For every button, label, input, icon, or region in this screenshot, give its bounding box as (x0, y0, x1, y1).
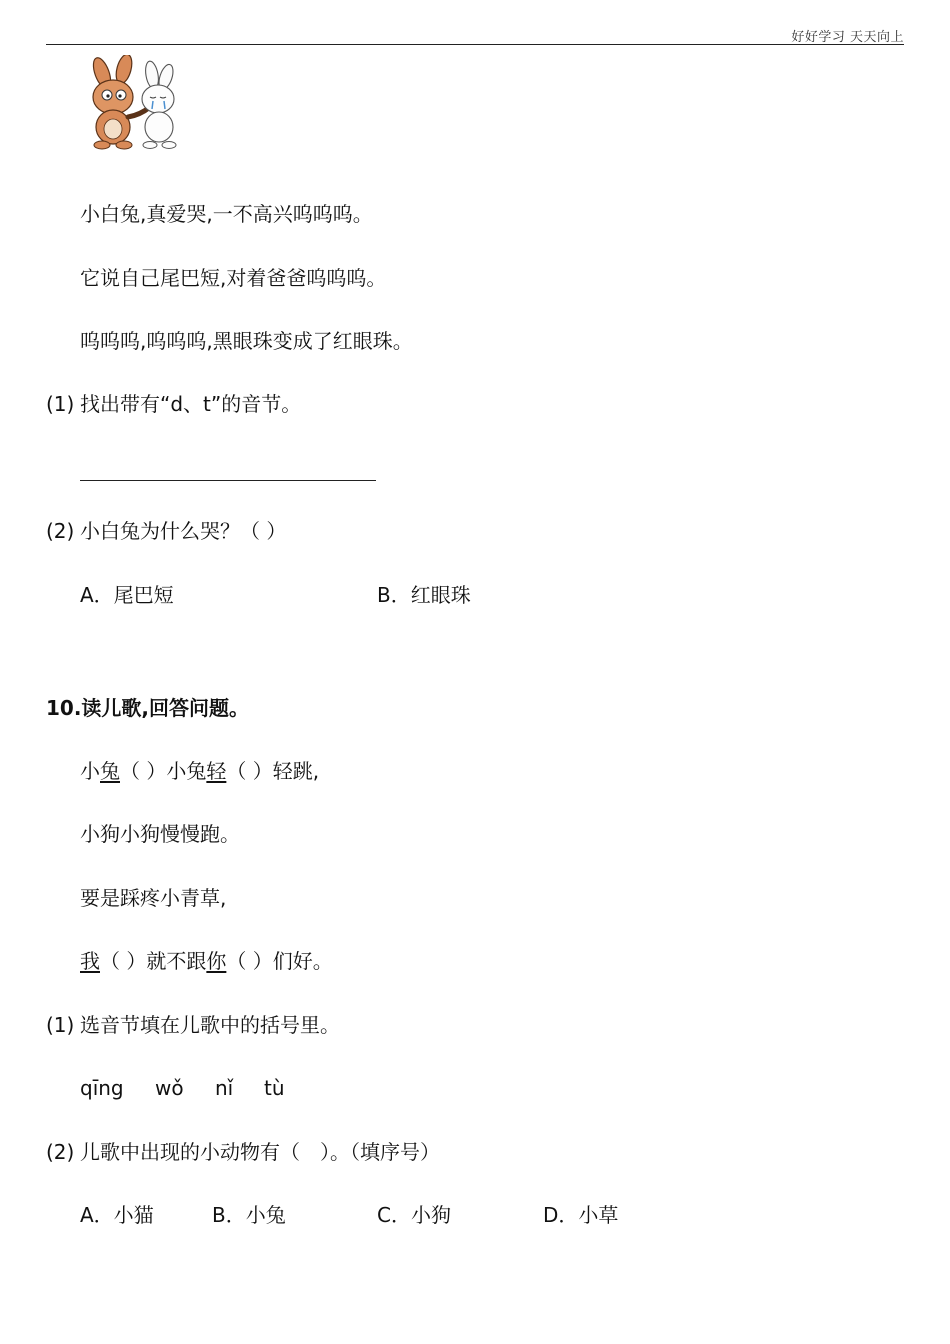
poem-segment: （ ）小兔 (120, 759, 207, 783)
q10-option-a[interactable]: A．小猫 (80, 1203, 154, 1227)
q9-sub2-number: (2) (46, 519, 75, 543)
syllable-qing: qīng (80, 1076, 124, 1100)
rabbits-illustration (80, 55, 192, 151)
q10-poem-line-3: 要是踩疼小青草, (80, 886, 227, 910)
poem1-line-1: 小白兔,真爱哭,一不高兴呜呜呜。 (80, 202, 373, 226)
header-divider (46, 44, 904, 45)
poem1-line-2: 它说自己尾巴短,对着爸爸呜呜呜。 (80, 266, 387, 290)
q10-sub2-text: 儿歌中出现的小动物有（ ）。（填序号） (80, 1140, 440, 1164)
q10-sub1-text: 选音节填在儿歌中的括号里。 (80, 1013, 340, 1037)
header-slogan: 好好学习 天天向上 (791, 30, 904, 45)
poem-segment: （ ）轻跳, (226, 759, 320, 783)
answer-blank-line[interactable] (80, 480, 376, 481)
q9-sub1-number: (1) (46, 392, 75, 416)
underlined-char-wo: 我 (80, 949, 100, 973)
syllable-wo: wǒ (155, 1076, 184, 1100)
q10-poem-line-4 (80, 948, 333, 974)
q9-option-b[interactable]: B．红眼珠 (377, 583, 471, 607)
poem-segment: （ ）们好。 (226, 949, 333, 973)
white-rabbit-figure (142, 60, 176, 148)
syllable-ni: nǐ (215, 1076, 234, 1100)
underlined-char-ni: 你 (206, 949, 227, 973)
poem-segment: （ ）就不跟 (100, 949, 207, 973)
q10-poem-line-2: 小狗小狗慢慢跑。 (80, 822, 240, 846)
brown-rabbit-figure (90, 55, 150, 149)
q9-option-a[interactable]: A．尾巴短 (80, 583, 174, 607)
q9-sub1-text: 找出带有“d、t”的音节。 (80, 392, 302, 416)
underlined-char-tu: 兔 (100, 759, 120, 783)
q9-sub2-text: 小白兔为什么哭？（ ） (80, 519, 287, 543)
q10-title: 10.读儿歌,回答问题。 (46, 696, 250, 720)
q10-poem-line-1 (80, 758, 319, 784)
q10-option-b[interactable]: B．小兔 (212, 1203, 286, 1227)
poem-char-xiao: 小 (80, 759, 100, 783)
poem1-line-3: 呜呜呜,呜呜呜,黑眼珠变成了红眼珠。 (80, 329, 413, 353)
underlined-char-qing: 轻 (206, 759, 227, 783)
q10-option-d[interactable]: D．小草 (543, 1203, 619, 1227)
q10-sub2-number: (2) (46, 1140, 75, 1164)
q10-option-c[interactable]: C．小狗 (377, 1203, 451, 1227)
syllable-tu: tù (264, 1076, 285, 1100)
q10-sub1-number: (1) (46, 1013, 75, 1037)
